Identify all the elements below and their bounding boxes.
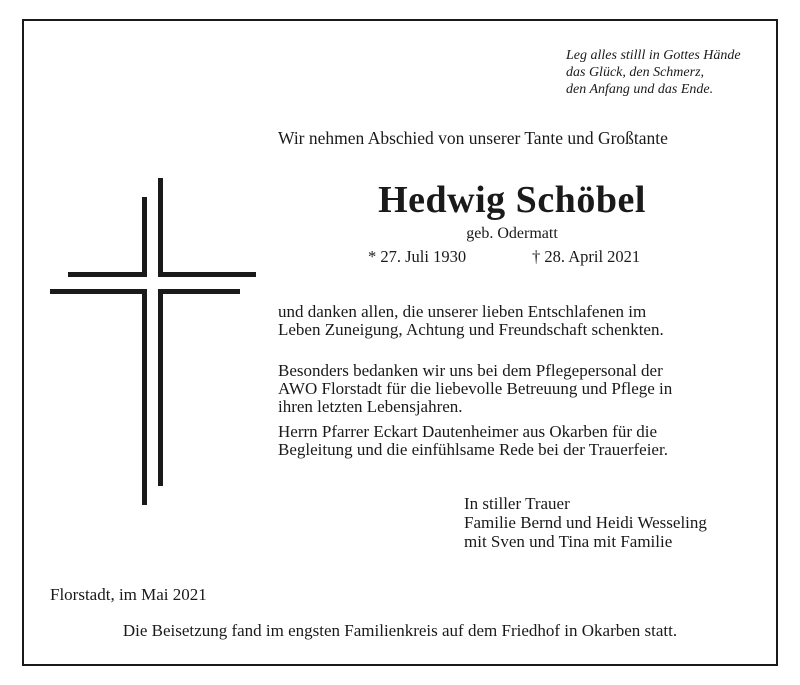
text-line: und danken allen, die unserer lieben Entschlafenen im: [278, 302, 647, 321]
cross-icon: [48, 178, 258, 506]
thanks-paragraph-1: [278, 303, 750, 339]
thanks-paragraph-2: [278, 362, 750, 416]
text-line: Herrn Pfarrer Eckart Dautenheimer aus Okarben für die: [278, 422, 658, 441]
deceased-name: Hedwig Schöbel: [378, 179, 646, 221]
text-line: Leben Zuneigung, Achtung und Freundschaft schenkten.: [278, 320, 664, 339]
signature-line: mit Sven und Tina mit Familie: [464, 532, 673, 551]
text-line: Besonders bedanken wir uns bei dem Pflegepersonal der: [278, 361, 663, 380]
burial-note: Die Beisetzung fand im engsten Familienkreis auf dem Friedhof in Okarben statt.: [122, 621, 678, 640]
signature-line: Familie Bernd und Heidi Wesseling: [464, 513, 707, 532]
signature-line: In stiller Trauer: [464, 494, 570, 513]
place-date: Florstadt, im Mai 2021: [50, 585, 207, 604]
thanks-paragraph-3: [278, 423, 750, 459]
intro-text: Wir nehmen Abschied von unserer Tante und Großtante: [278, 128, 668, 148]
text-line: AWO Florstadt für die liebevolle Betreuung und Pflege in: [278, 379, 673, 398]
signature-block: [464, 494, 707, 551]
birth-date: * 27. Juli 1930: [368, 247, 467, 266]
text-line: Begleitung und die einfühlsame Rede bei der Trauerfeier.: [278, 440, 668, 459]
motto-line: das Glück, den Schmerz,: [566, 65, 705, 80]
motto-line: Leg alles stilll in Gottes Hände: [566, 48, 741, 63]
death-date: † 28. April 2021: [532, 247, 641, 266]
motto-verse: [566, 47, 741, 98]
motto-line: den Anfang und das Ende.: [566, 82, 714, 97]
birth-name: geb. Odermatt: [466, 225, 558, 242]
text-line: ihren letzten Lebensjahren.: [278, 397, 463, 416]
